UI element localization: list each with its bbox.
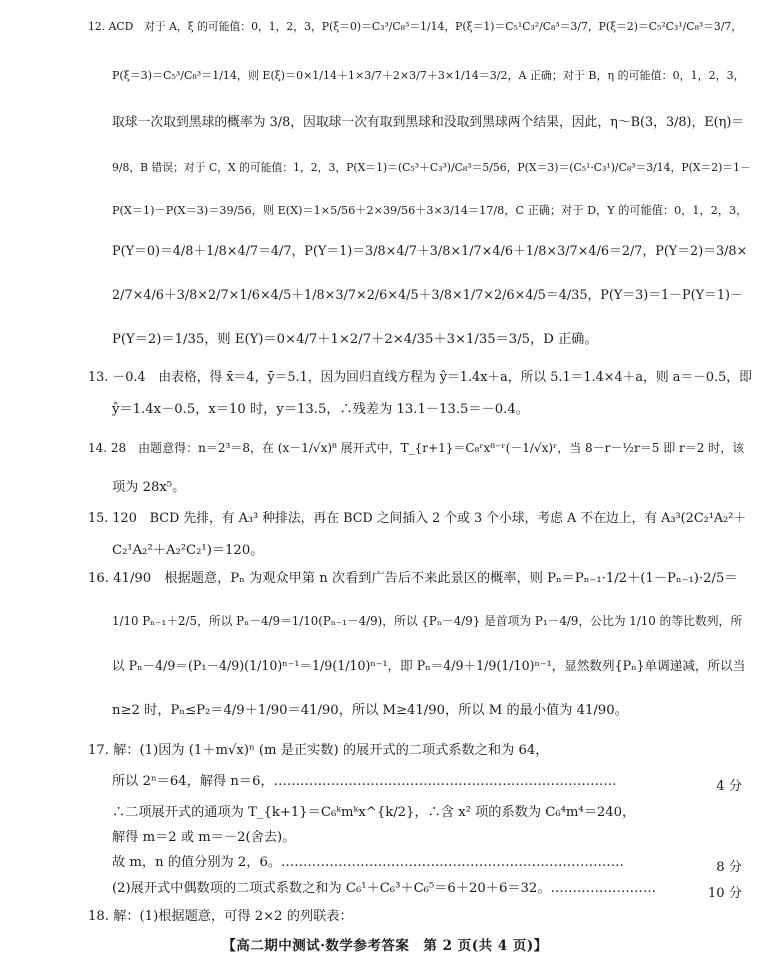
text-line: 取球一次取到黑球的概率为 3/8，因取球一次有取到黑球和没取到黑球两个结果，因此，η～B(3，3/8)，E(η)＝ bbox=[112, 115, 745, 130]
text-line: 解得 m＝2 或 m＝－2(舍去)。 bbox=[112, 830, 296, 845]
text-line: 1/10 Pₙ₋₁＋2/5，所以 Pₙ－4/9＝1/10(Pₙ₋₁－4/9)，所以 {Pₙ－4/9} 是首项为 P₁－4/9，公比为 1/10 的等比数列，所 bbox=[112, 614, 743, 628]
text-line: P(Y＝0)＝4/8＋1/8×4/7＝4/7，P(Y＝1)＝3/8×4/7＋3/8×1/7×4/6＋1/8×3/7×4/6＝2/7，P(Y＝2)＝3/8× bbox=[112, 244, 748, 259]
score-mark: 10 分 bbox=[704, 882, 742, 901]
text-line: ŷ＝1.4x－0.5，x＝10 时，y＝13.5，∴残差为 13.1－13.5＝－0.4。 bbox=[112, 402, 529, 417]
text-line: 16. 41/90 根据题意，Pₙ 为观众甲第 n 次看到广告后不来此景区的概率，则 Pₙ＝Pₙ₋₁·1/2＋(1－Pₙ₋₁)·2/5＝ bbox=[88, 571, 738, 586]
text-line: 15. 120 BCD 先排，有 A₃³ 种排法，再在 BCD 之间插入 2 个或 3 个小球，考虑 A 不在边上，有 A₃³(2C₂¹A₂²＋ bbox=[88, 511, 747, 526]
text-line: 14. 28 由题意得：n＝2³＝8，在 (x－1/√x)⁸ 展开式中，T_{r+1}＝C₈ʳx⁸⁻ʳ(－1/√x)ʳ，当 8－r－½r＝5 即 r＝2 时，该 bbox=[88, 441, 745, 455]
text-line: 故 m，n 的值分别为 2，6。…………………………………………………………………… bbox=[112, 855, 624, 870]
text-line: 17. 解：(1)因为 (1＋m√x)ⁿ (m 是正实数) 的展开式的二项式系数之和为 64， bbox=[88, 743, 549, 758]
text-line: ∴二项展开式的通项为 T_{k+1}＝C₆ᵏmᵏx^{k/2}，∴含 x² 项的系数为 C₆⁴m⁴＝240， bbox=[112, 805, 636, 820]
text-line: 12. ACD 对于 A，ξ 的可能值：0，1，2，3，P(ξ＝0)＝C₃³/C₈³＝1/14，P(ξ＝1)＝C₅¹C₃²/C₈³＝3/7，P(ξ＝2)＝C₅²C₃¹/C₈³＝3/7， bbox=[88, 20, 743, 33]
text-line: 9/8，B 错误；对于 C，X 的可能值：1，2，3，P(X＝1)＝(C₅³＋C₃³)/C₈³＝5/56，P(X＝3)＝(C₅¹·C₃¹)/C₈³＝3/14，P(X＝2)＝1－ bbox=[112, 161, 751, 174]
text-line: (2)展开式中偶数项的二项式系数之和为 C₆¹＋C₆³＋C₆⁵＝6＋20＋6＝32。…………………… bbox=[112, 881, 657, 896]
text-line: C₂¹A₂²＋A₂²C₂¹)＝120。 bbox=[112, 543, 264, 558]
text-line: 18. 解：(1)根据题意，可得 2×2 的列联表： bbox=[88, 909, 353, 924]
score-mark: 4 分 bbox=[712, 775, 742, 794]
text-line: P(Y＝2)＝1/35，则 E(Y)＝0×4/7＋1×2/7＋2×4/35＋3×1/35＝3/5，D 正确。 bbox=[112, 332, 598, 347]
text-line: P(X＝1)－P(X＝3)＝39/56，则 E(X)＝1×5/56＋2×39/56＋3×3/14＝17/8，C 正确；对于 D，Y 的可能值：0，1，2，3， bbox=[112, 204, 748, 217]
text-line: P(ξ＝3)＝C₅³/C₈³＝1/14，则 E(ξ)＝0×1/14＋1×3/7＋2×3/7＋3×1/14＝3/2，A 正确；对于 B，η 的可能值：0，1，2，3， bbox=[112, 69, 745, 82]
text-line: 以 Pₙ－4/9＝(P₁－4/9)(1/10)ⁿ⁻¹＝1/9(1/10)ⁿ⁻¹，即 Pₙ＝4/9＋1/9(1/10)ⁿ⁻¹，显然数列{Pₙ}单调递减，所以当 bbox=[112, 658, 746, 673]
text-line: 13. －0.4 由表格，得 x̄＝4，ȳ＝5.1，因为回归直线方程为 ŷ＝1.4x＋a，所以 5.1＝1.4×4＋a，则 a＝－0.5，即 bbox=[88, 370, 752, 385]
text-line: n≥2 时，Pₙ≤P₂＝4/9＋1/90＝41/90，所以 M≥41/90，所以 M 的最小值为 41/90。 bbox=[112, 703, 628, 718]
text-line: 2/7×4/6＋3/8×2/7×1/6×4/5＋1/8×3/7×2/6×4/5＋3/8×1/7×2/6×4/5＝4/35，P(Y＝3)＝1－P(Y＝1)－ bbox=[112, 288, 743, 303]
page-footer: 【高二期中测试·数学参考答案 第 2 页(共 4 页)】 bbox=[222, 938, 548, 954]
text-line: 项为 28x⁵。 bbox=[112, 480, 186, 495]
score-mark: 8 分 bbox=[712, 856, 742, 875]
text-line: 所以 2ⁿ＝64，解得 n＝6，…………………………………………………………………… bbox=[112, 774, 617, 789]
